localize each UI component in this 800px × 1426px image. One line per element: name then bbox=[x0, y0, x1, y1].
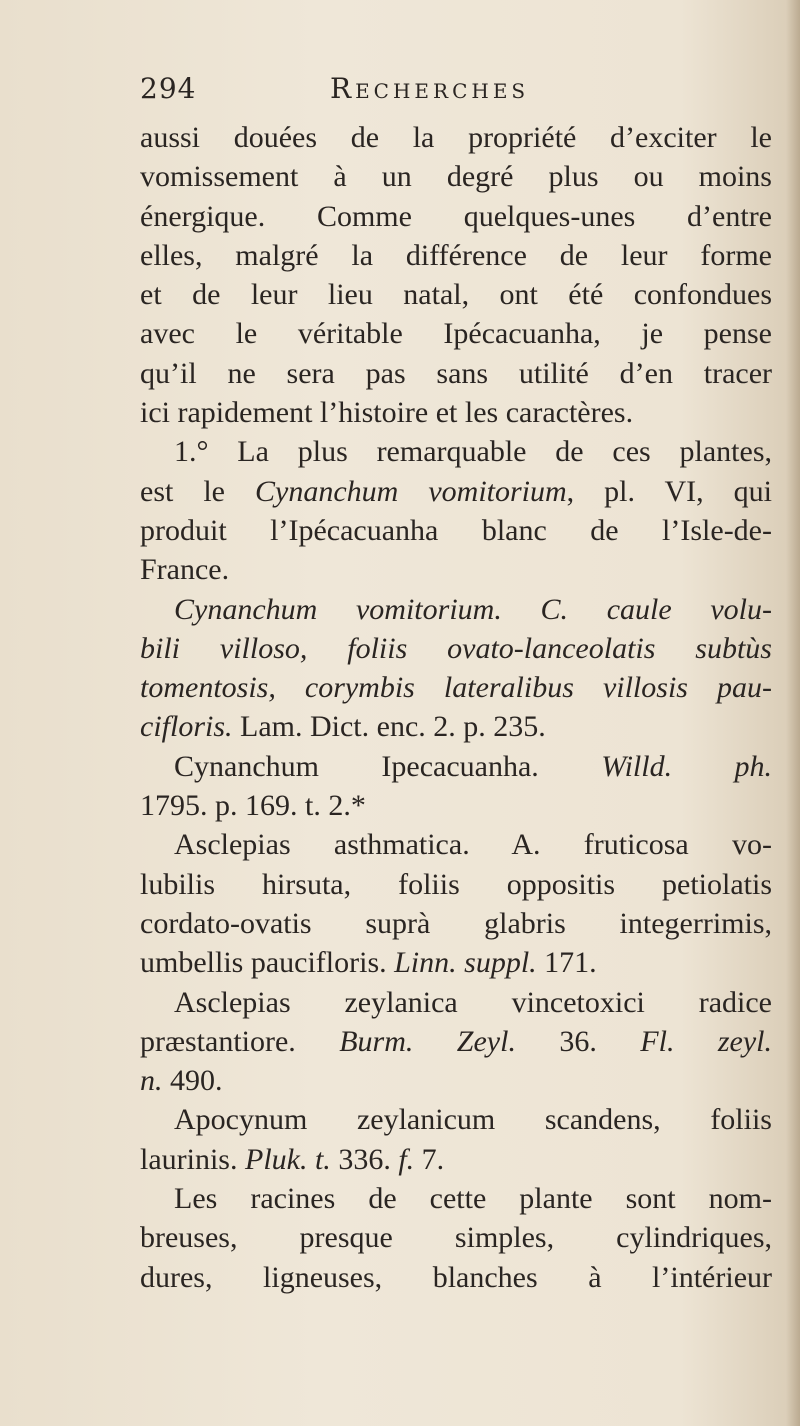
text-line-26: Apocynum zeylanicum scandens, foliis bbox=[174, 1103, 772, 1137]
text-line-29: breuses, presque simples, cylindriques, bbox=[140, 1221, 772, 1255]
text-line-18: 1795. p. 169. t. 2.* bbox=[140, 789, 366, 823]
text-line-21: cordato-ovatis suprà glabris integerrimis, bbox=[140, 906, 772, 940]
text-line-11: produit l’Ipécacuanha blanc de l’Isle-de- bbox=[140, 513, 772, 547]
text-line-5: et de leur lieu natal, ont été confondues bbox=[140, 278, 772, 312]
species-name: Cynanchum vomitorium bbox=[255, 474, 567, 508]
text-line-7: qu’il ne sera pas sans utilité d’en tracer bbox=[140, 356, 772, 390]
text-line-20: lubilis hirsuta, foliis oppositis petiolatis bbox=[140, 867, 772, 901]
text-line-15: tomentosis, corymbis lateralibus villosis pau- bbox=[140, 671, 772, 705]
page-number: 294 bbox=[140, 72, 197, 105]
text-line-16: cifloris. Lam. Dict. enc. 2. p. 235. bbox=[140, 710, 546, 744]
text-line-23: Asclepias zeylanica vincetoxici radice bbox=[174, 985, 772, 1019]
page-header bbox=[140, 72, 770, 116]
text-line-3: énergique. Comme quelques-unes d’entre bbox=[140, 199, 772, 233]
text-line-2: vomissement à un degré plus ou moins bbox=[140, 160, 772, 194]
page-edge-shadow bbox=[786, 0, 800, 1426]
text-line-14: bili villoso, foliis ovato-lanceolatis subtùs bbox=[140, 631, 772, 665]
text-line-10: est le Cynanchum vomitorium, pl. VI, qui bbox=[140, 474, 772, 508]
text-line-19: Asclepias asthmatica. A. fruticosa vo- bbox=[174, 828, 772, 862]
text-line-25: n. 490. bbox=[140, 1064, 223, 1098]
text-line-17: Cynanchum Ipecacuanha. Willd. ph. bbox=[174, 749, 773, 783]
text-line-4: elles, malgré la différence de leur forme bbox=[140, 238, 772, 272]
text-line-6: avec le véritable Ipécacuanha, je pense bbox=[140, 317, 772, 351]
text-line-1: aussi douées de la propriété d’exciter le bbox=[140, 121, 772, 154]
running-title: Recherches bbox=[330, 72, 530, 105]
text-line-22: umbellis paucifloris. Linn. suppl. 171. bbox=[140, 946, 597, 980]
text-line-30: dures, ligneuses, blanches à l’intérieur bbox=[140, 1260, 772, 1294]
text-line-24: præstantiore. Burm. Zeyl. 36. Fl. zeyl. bbox=[140, 1024, 772, 1058]
text-line-9: 1.° La plus remarquable de ces plantes, bbox=[174, 435, 772, 469]
text-line-27: laurinis. Pluk. t. 336. f. 7. bbox=[140, 1142, 445, 1176]
text-line-13: Cynanchum vomitorium. C. caule volu- bbox=[174, 592, 772, 626]
text-line-8: ici rapidement l’histoire et les caractères. bbox=[140, 396, 634, 430]
text-line-28: Les racines de cette plante sont nom- bbox=[174, 1182, 772, 1216]
body-text bbox=[140, 118, 772, 1297]
text-line-12: France. bbox=[140, 553, 230, 587]
